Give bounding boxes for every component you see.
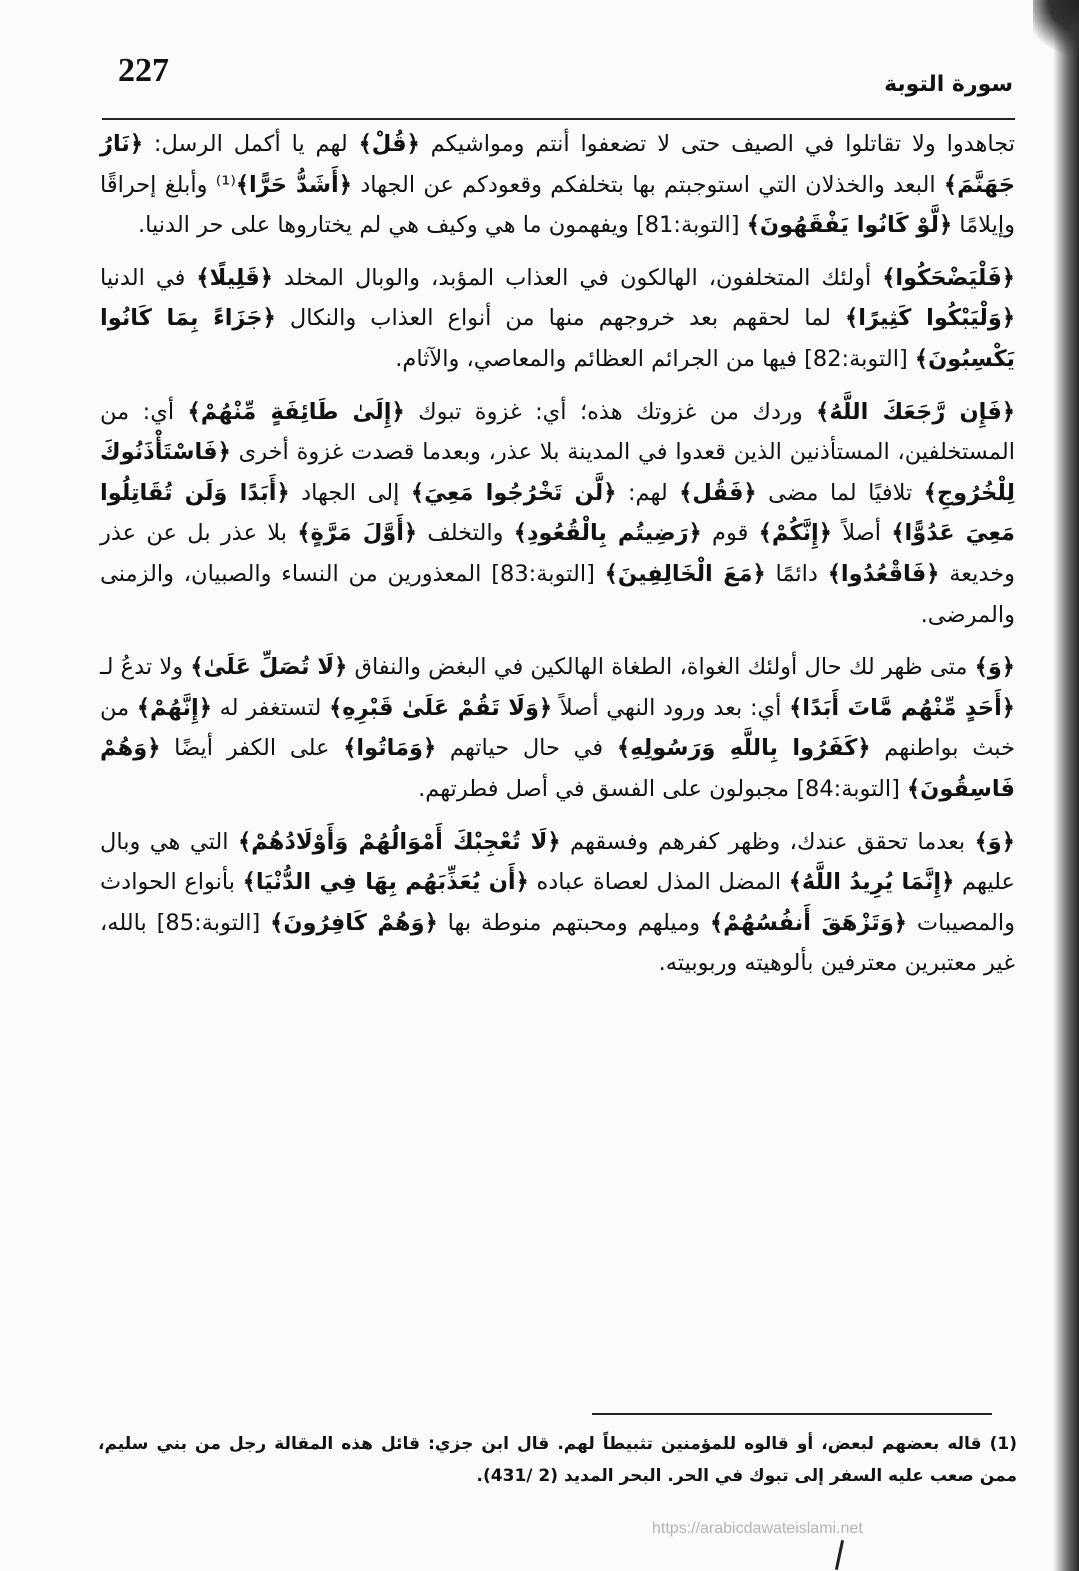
quran-quote: ﴿إِنَّكُمْ﴾ — [758, 520, 832, 547]
commentary-text: والتخلف — [417, 520, 514, 547]
paragraph — [100, 822, 1015, 984]
quran-quote: ﴿فَاقْعُدُوا﴾ — [827, 560, 940, 587]
quran-quote: ﴿إِنَّمَا يُرِيدُ اللَّهُ﴾ — [788, 869, 955, 896]
quran-quote: ﴿إِنَّهُمْ﴾ — [136, 694, 212, 721]
scan-pen-mark — [835, 1540, 844, 1570]
paragraph — [100, 392, 1015, 636]
commentary-text: ولا تدعُ لـ — [100, 654, 191, 681]
commentary-text: لتستغفر له — [211, 694, 330, 721]
quran-quote: ﴿وَلَا تَقُمْ عَلَىٰ قَبْرِهِ﴾ — [329, 694, 553, 721]
quran-quote: ﴿أَبَدًا وَلَن تُقَاتِلُوا مَعِيَ عَدُوًّا﴾ — [100, 479, 1015, 547]
quran-quote: ﴿قُلْ﴾ — [358, 131, 420, 157]
quran-quote: ﴿وَ﴾ — [974, 654, 1015, 681]
quran-quote: ﴿فَقُل﴾ — [679, 479, 757, 506]
paragraph — [100, 258, 1015, 380]
commentary-text: [التوبة:84] مجبولون على الفسق في أصل فطرتهم. — [418, 775, 907, 802]
commentary-text: أصلاً — [831, 520, 892, 547]
commentary-text: [التوبة:81] ويفهمون ما هي وكيف هي لم يختاروها على حر الدنيا. — [137, 212, 747, 239]
commentary-text: أولئك المتخلفون، الهالكون في العذاب المؤبد، والوبال المخلد — [272, 264, 883, 291]
commentary-text: البعد والخذلان التي استوجبتم بها بتخلفكم وقعودكم عن الجهاد — [351, 171, 944, 198]
commentary-text: [التوبة:82] فيها من الجرائم العظائم والمعاصي، والآثام. — [395, 345, 915, 372]
quran-quote: ﴿أَحَدٍ مِّنْهُم مَّاتَ أَبَدًا﴾ — [789, 694, 1015, 721]
scan-shadow-edge — [1053, 0, 1079, 1571]
commentary-text: من خبث بواطنهم — [100, 694, 1016, 762]
commentary-text: بلا عذر بل عن عذر وخديعة — [100, 520, 1015, 587]
quran-quote: ﴿فَإِن رَّجَعَكَ اللَّهُ﴾ — [816, 398, 1016, 425]
commentary-text: بعدما تحقق عندك، وظهر كفرهم وفسقهم — [560, 828, 975, 855]
quran-quote: ﴿نَارُ جَهَنَّمَ﴾ — [100, 131, 1016, 198]
commentary-text: [التوبة:83] المعذورين من النساء والصبيان، والزمنى والمرضى. — [100, 560, 1015, 628]
quran-quote: ﴿لَا تُعْجِبْكَ أَمْوَالُهُمْ وَأَوْلَادُهُمْ﴾ — [237, 828, 561, 855]
quran-quote: ﴿وَهُمْ فَاسِقُونَ﴾ — [100, 735, 1015, 802]
commentary-text: لما لحقهم بعد خروجهم منها من أنواع العذاب والنكال — [275, 305, 846, 332]
commentary-text: في حال حياتهم — [436, 735, 617, 762]
quran-quote: ﴿وَتَزْهَقَ أَنفُسُهُمْ﴾ — [710, 909, 907, 936]
quran-quote: ﴿جَزَاءً بِمَا كَانُوا يَكْسِبُونَ﴾ — [100, 305, 1015, 372]
commentary-text: أي: من المستخلفين، المستأذنين الذين قعدوا في المدينة بلا عذر، وبعدما قصدت غزوة أخرى — [100, 398, 1015, 466]
commentary-text: متى ظهر لك حال أولئك الغواة، الطغاة الهالكين في البغض والنفاق — [347, 654, 975, 681]
commentary-text: قوم — [701, 520, 759, 547]
commentary-text: تلافيًا لما مضى — [756, 479, 924, 506]
commentary-text: المضل المذل لعصاة عباده — [528, 869, 789, 896]
quran-quote: ﴿كَفَرُوا بِاللَّهِ وَرَسُولِهِ﴾ — [616, 735, 871, 762]
commentary-text: التي هي وبال عليهم — [100, 828, 1015, 896]
watermark-url: https://arabicdawateislami.net — [652, 1520, 863, 1537]
quran-quote: ﴿قَلِيلًا﴾ — [196, 264, 273, 291]
quran-quote: ﴿وَلْيَبْكُوا كَثِيرًا﴾ — [845, 305, 1016, 332]
quran-quote: ﴿مَعَ الْخَالِفِينَ﴾ — [604, 560, 766, 587]
commentary-text: أي: بعد ورود النهي أصلاً — [552, 694, 790, 721]
commentary-text: ⁽¹⁾ وأبلغ إحراقًا وإيلامًا — [100, 171, 1015, 239]
surah-title: سورة التوبة — [884, 72, 1013, 97]
quran-quote: ﴿وَ﴾ — [974, 828, 1015, 855]
quran-quote: ﴿أَشَدُّ حَرًّا﴾ — [235, 171, 352, 198]
quran-quote: ﴿رَضِيتُم بِالْقُعُودِ﴾ — [513, 520, 702, 547]
quran-quote: ﴿فَلْيَضْحَكُوا﴾ — [882, 264, 1015, 291]
commentary-text: لهم يا أكمل الرسل: — [143, 131, 359, 157]
commentary-text: إلى الجهاد — [289, 479, 411, 506]
footnote-rule — [592, 1413, 992, 1415]
commentary-text: على الكفر أيضًا — [160, 735, 344, 762]
tafsir-body — [100, 124, 1015, 996]
paragraph — [100, 124, 1015, 246]
quran-quote: ﴿وَهُمْ كَافِرُونَ﴾ — [270, 909, 438, 936]
commentary-text: وردك من غزوتك هذه؛ أي: غزوة تبوك — [404, 398, 817, 425]
quran-quote: ﴿لَّن تَخْرُجُوا مَعِيَ﴾ — [410, 479, 617, 506]
commentary-text: تجاهدوا ولا تقاتلوا في الصيف حتى لا تضعفوا أنتم ومواشيكم — [419, 131, 1015, 157]
footnote: (1) قاله بعضهم لبعض، أو قالوه للمؤمنين تثبيطاً لهم. قال ابن جزي: قائل هذه المقالة رجل من بني سليم، ممن صعب عليه السفر إلى تبوك في الحر. البحر المديد (2 /431). — [98, 1434, 1017, 1486]
quran-quote: ﴿لَّوْ كَانُوا يَفْقَهُونَ﴾ — [746, 212, 953, 239]
scan-shadow-corner — [1033, 0, 1079, 60]
commentary-text: دائمًا — [765, 560, 828, 587]
paragraph — [100, 647, 1015, 809]
page-number: 227 — [118, 52, 169, 89]
commentary-text: بأنواع الحوادث والمصيبات — [100, 869, 1015, 936]
header-rule — [102, 118, 1015, 120]
quran-quote: ﴿لَا تُصَلِّ عَلَىٰ﴾ — [190, 654, 348, 681]
commentary-text: وميلهم ومحبتهم منوطة بها — [437, 909, 710, 936]
quran-quote: ﴿أَن يُعَذِّبَهُم بِهَا فِي الدُّنْيَا﴾ — [242, 869, 529, 896]
commentary-text: في الدنيا — [100, 264, 197, 291]
quran-quote: ﴿أَوَّلَ مَرَّةٍ﴾ — [297, 520, 418, 547]
commentary-text: [التوبة:85] بالله، غير معتبرين معترفين بألوهيته وربوبيته. — [100, 909, 1015, 977]
commentary-text: لهم: — [616, 479, 680, 506]
quran-quote: ﴿إِلَىٰ طَائِفَةٍ مِّنْهُمْ﴾ — [187, 398, 405, 425]
quran-quote: ﴿فَاسْتَأْذَنُوكَ لِلْخُرُوجِ﴾ — [100, 439, 1015, 506]
quran-quote: ﴿وَمَاتُوا﴾ — [343, 735, 437, 762]
